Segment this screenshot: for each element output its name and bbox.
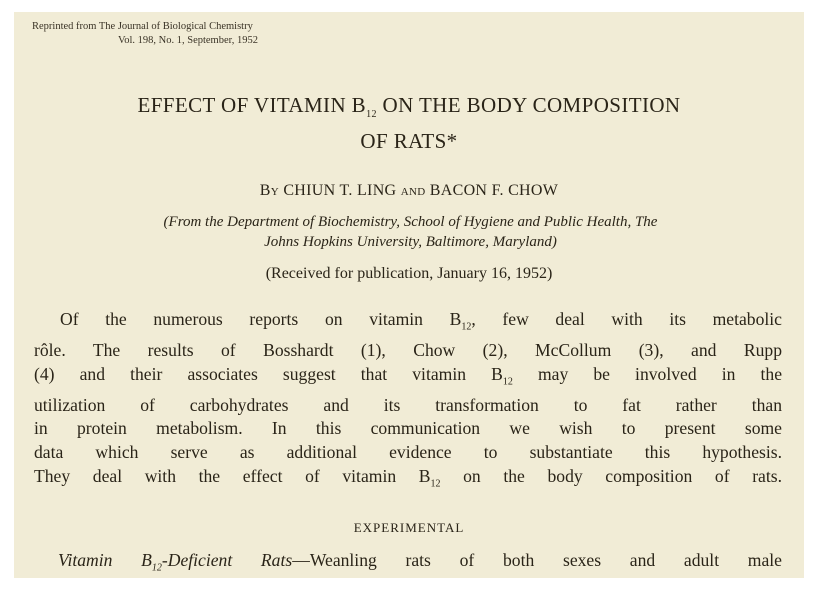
paragraph-line-2: rôle. The results of Bosshardt (1), Chow (2), McCollum (3), and Rupp — [34, 340, 782, 361]
author-1: CHIUN T. LING — [283, 182, 397, 199]
paragraph-line-1 — [34, 308, 782, 339]
para-subscript: 12 — [461, 321, 472, 333]
experimental-text: —Weanling rats of both sexes and adult male — [292, 550, 782, 570]
authors-by: By — [259, 182, 280, 199]
reprint-line-2: Vol. 198, No. 1, September, 1952 — [118, 35, 258, 46]
author-2: BACON F. CHOW — [429, 182, 559, 199]
title-text-a: EFFECT OF VITAMIN B — [137, 93, 367, 117]
paragraph-line-7 — [34, 465, 782, 496]
paper-title — [14, 92, 804, 154]
title-line-1 — [14, 92, 804, 128]
affiliation — [38, 212, 783, 252]
title-line-2: OF RATS* — [360, 129, 458, 154]
para-text: , few deal with its metabolic — [471, 309, 782, 329]
affiliation-line-2: Johns Hopkins University, Baltimore, Maryland) — [264, 234, 557, 250]
subsection-title-end: -Deficient Rats — [161, 550, 293, 570]
title-subscript: 12 — [366, 109, 377, 121]
experimental-first-line — [58, 550, 782, 574]
paper-page — [14, 12, 804, 578]
para-text: (4) and their associates suggest that vitamin B — [34, 363, 503, 384]
intro-paragraph — [34, 308, 782, 496]
paragraph-line-6: data which serve as additional evidence to substantiate this hypothesis. — [34, 442, 782, 462]
paragraph-line-3 — [34, 363, 782, 394]
authors-and: and — [400, 182, 426, 199]
para-text: Of the numerous reports on vitamin B — [60, 309, 462, 329]
subsection-subscript: 12 — [151, 562, 162, 574]
para-text: on the body composition of rats. — [440, 465, 782, 486]
affiliation-line-1: (From the Department of Biochemistry, School of Hygiene and Public Health, The — [163, 214, 658, 230]
para-subscript: 12 — [502, 376, 513, 388]
received-date: (Received for publication, January 16, 1952) — [265, 265, 553, 282]
para-subscript: 12 — [430, 478, 441, 490]
authors-line — [14, 182, 804, 200]
reprint-line-1: Reprinted from The Journal of Biological Chemistry — [32, 21, 253, 32]
paragraph-line-4: utilization of carbohydrates and its transformation to fat rather than — [34, 394, 782, 415]
paragraph-line-5: in protein metabolism. In this communication we wish to present some — [34, 418, 782, 439]
title-text-b: ON THE BODY COMPOSITION — [376, 93, 681, 117]
subsection-title: Vitamin B — [58, 550, 152, 570]
section-heading: EXPERIMENTAL — [353, 520, 465, 535]
para-text: may be involved in the — [512, 363, 782, 384]
reprint-notice — [32, 20, 258, 48]
para-text: They deal with the effect of vitamin B — [34, 465, 431, 486]
